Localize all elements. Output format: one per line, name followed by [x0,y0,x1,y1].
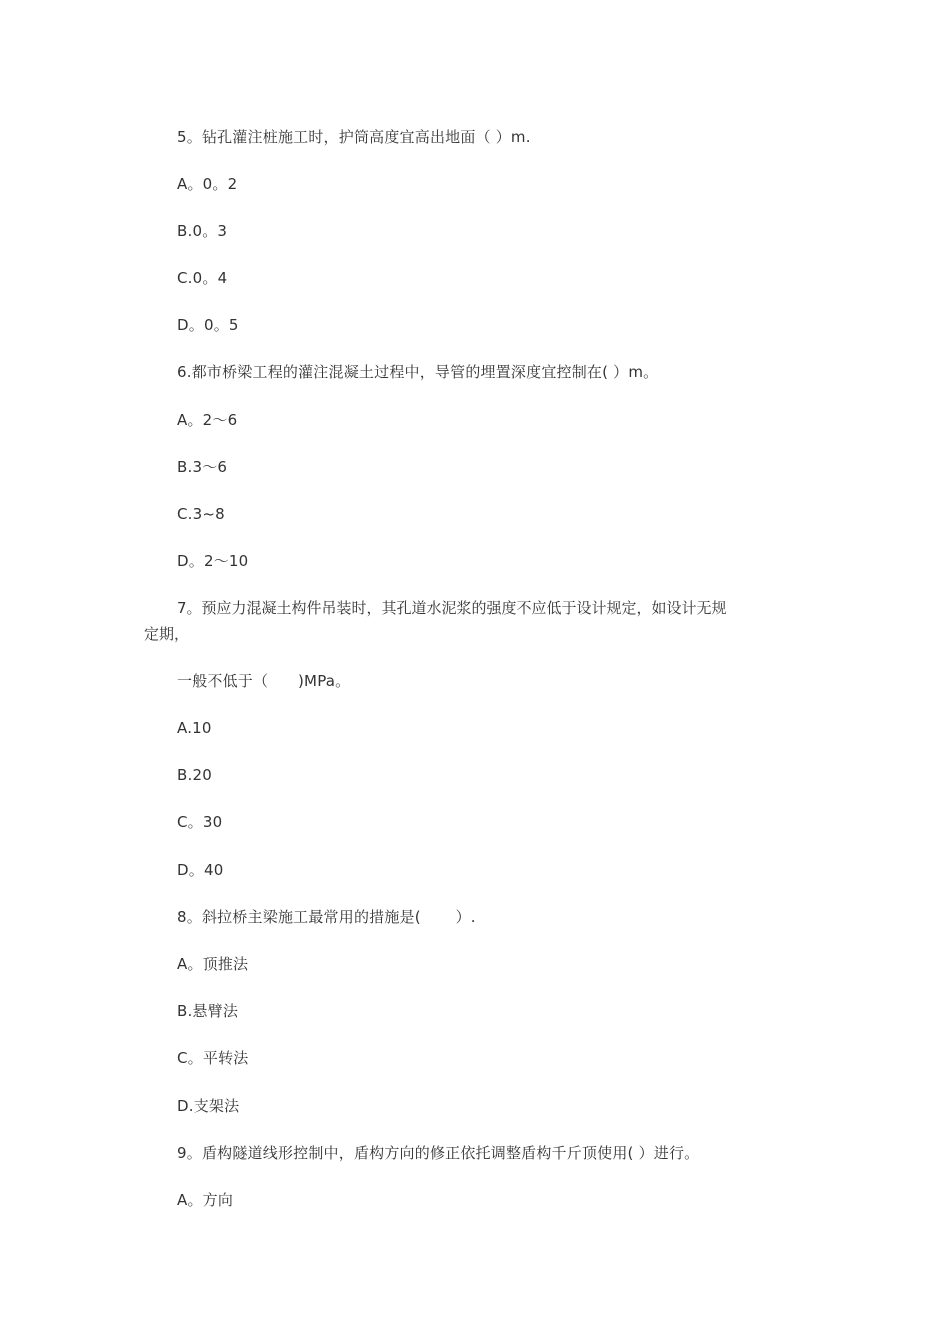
question-5-option-d: D。0。5 [177,316,239,334]
question-7-stem-line2: 定期， [144,625,190,643]
question-7-stem-line3: 一般不低于（ )MPa。 [177,672,351,690]
question-8-option-d: D.支架法 [177,1097,240,1115]
question-7-option-a: A.10 [177,719,212,737]
question-8-option-b: B.悬臂法 [177,1002,239,1020]
question-7-stem-line1: 7。预应力混凝土构件吊装时，其孔道水泥浆的强度不应低于设计规定，如设计无规 [177,599,727,617]
question-6-stem: 6.都市桥梁工程的灌注混凝土过程中，导管的埋置深度宜控制在( ）m。 [177,363,659,381]
question-6-option-b: B.3～6 [177,458,228,476]
question-8-stem: 8。斜拉桥主梁施工最常用的措施是( ）. [177,908,476,926]
question-6-option-d: D。2～10 [177,552,249,570]
question-8-option-a: A。顶推法 [177,955,249,973]
question-9-stem: 9。盾构隧道线形控制中，盾构方向的修正依托调整盾构千斤顶使用( ）进行。 [177,1144,700,1162]
question-5-option-a: A。0。2 [177,175,238,193]
question-7-option-b: B.20 [177,766,212,784]
question-6-option-a: A。2～6 [177,411,238,429]
question-5-option-b: B.0。3 [177,222,228,240]
question-7-option-c: C。30 [177,813,223,831]
question-6-option-c: C.3~8 [177,505,225,523]
question-5-stem: 5。钻孔灌注桩施工时，护筒高度宜高出地面（ ）m. [177,128,531,146]
question-8-option-c: C。平转法 [177,1049,249,1067]
question-7-option-d: D。40 [177,861,224,879]
question-5-option-c: C.0。4 [177,269,228,287]
question-9-option-a: A。方向 [177,1191,234,1209]
